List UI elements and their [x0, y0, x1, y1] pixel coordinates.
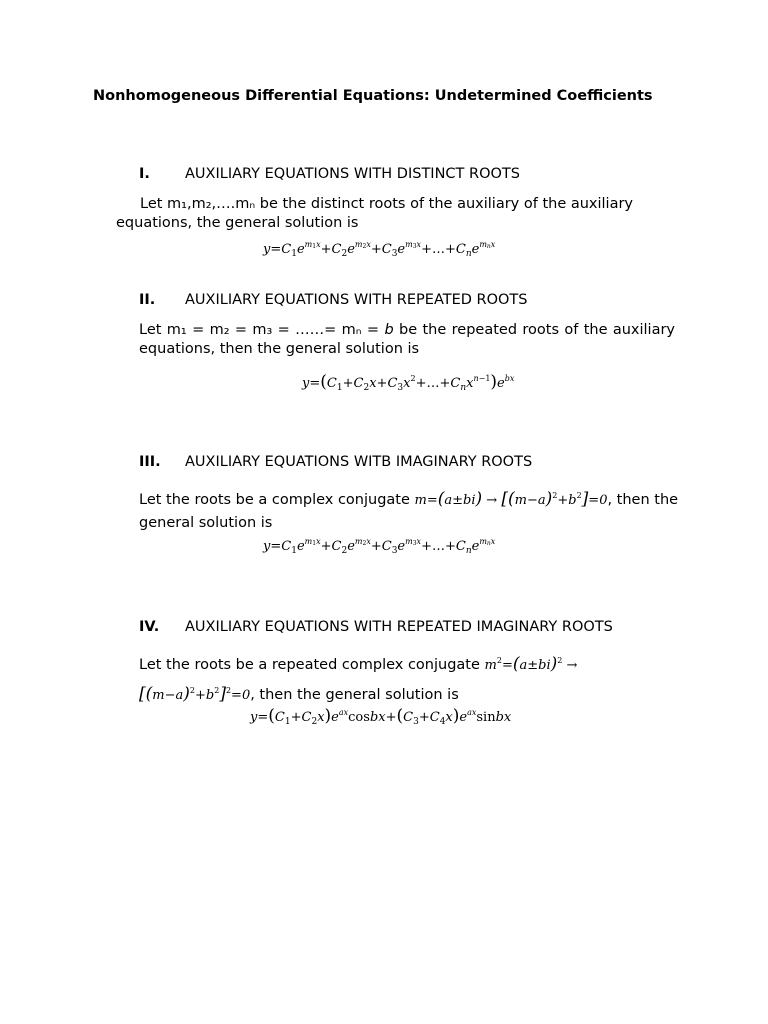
section-3-text-before: Let the roots be a complex conjugate [139, 492, 410, 508]
section-3-numeral: III. [139, 454, 161, 470]
section-2-equation: $y=(C_1+C_2x+C_3x^2+\dots+C_nx^{n-1})e^{bx}$ [302, 372, 515, 393]
section-2-text-before: Let m₁ = m₂ = m₃ = ……= mₙ = [139, 322, 380, 338]
section-4-inline-equation-b: $[(m-a)^2+b^2]^2=0$ [139, 684, 251, 704]
section-3-heading [139, 454, 532, 470]
section-2-text [139, 321, 675, 359]
section-1-heading [139, 166, 520, 182]
section-2-numeral: II. [139, 292, 156, 308]
section-3-inline-equation: $m=(a\pm bi) \to [(m-a)^2+b^2]=0$ [414, 489, 608, 509]
section-4-text [139, 648, 639, 708]
section-3-equation: $y=C_1e^{m_1x}+C_2e^{m_2x}+C_3e^{m_3x}+\dots+C_ne^{m_nx}$ [263, 537, 496, 556]
section-1-text: Let m₁,m₂,….mₙ be the distinct roots of the auxiliary of the auxiliary equations, the general solution is [116, 196, 634, 231]
section-4-numeral: IV. [139, 619, 160, 635]
section-4-text-before: Let the roots be a repeated complex conjugate [139, 657, 480, 673]
section-1-equation: $y=C_1e^{m_1x}+C_2e^{m_2x}+C_3e^{m_3x}+\dots+C_ne^{m_nx}$ [263, 240, 496, 259]
section-2-heading [139, 292, 528, 308]
section-3-title: AUXILIARY EQUATIONS WITB IMAGINARY ROOTS [185, 454, 533, 470]
section-2-text-after: be the repeated roots of the auxiliary equations, then the general solution is [139, 322, 676, 357]
section-4-inline-equation-a: $m^2=(a\pm bi)^2$ → [484, 654, 578, 674]
section-1-numeral: I. [139, 166, 150, 182]
section-4-text-after: , then the general solution is [250, 687, 459, 703]
section-3-text-after: , then the general solution is [139, 492, 679, 531]
section-3-text [139, 485, 679, 534]
section-1-title: AUXILIARY EQUATIONS WITH DISTINCT ROOTS [185, 166, 520, 182]
section-4-equation: $y=(C_1+C_2x)e^{ax}cosbx+(C_3+C_4x)e^{ax}sinbx$ [250, 706, 512, 727]
section-4-title: AUXILIARY EQUATIONS WITH REPEATED IMAGINARY ROOTS [185, 619, 613, 635]
section-2-text-var: b [384, 322, 394, 338]
document-title: Nonhomogeneous Differential Equations: Undetermined Coefficients [93, 88, 653, 104]
section-4-heading [139, 619, 613, 635]
section-2-title: AUXILIARY EQUATIONS WITH REPEATED ROOTS [185, 292, 528, 308]
